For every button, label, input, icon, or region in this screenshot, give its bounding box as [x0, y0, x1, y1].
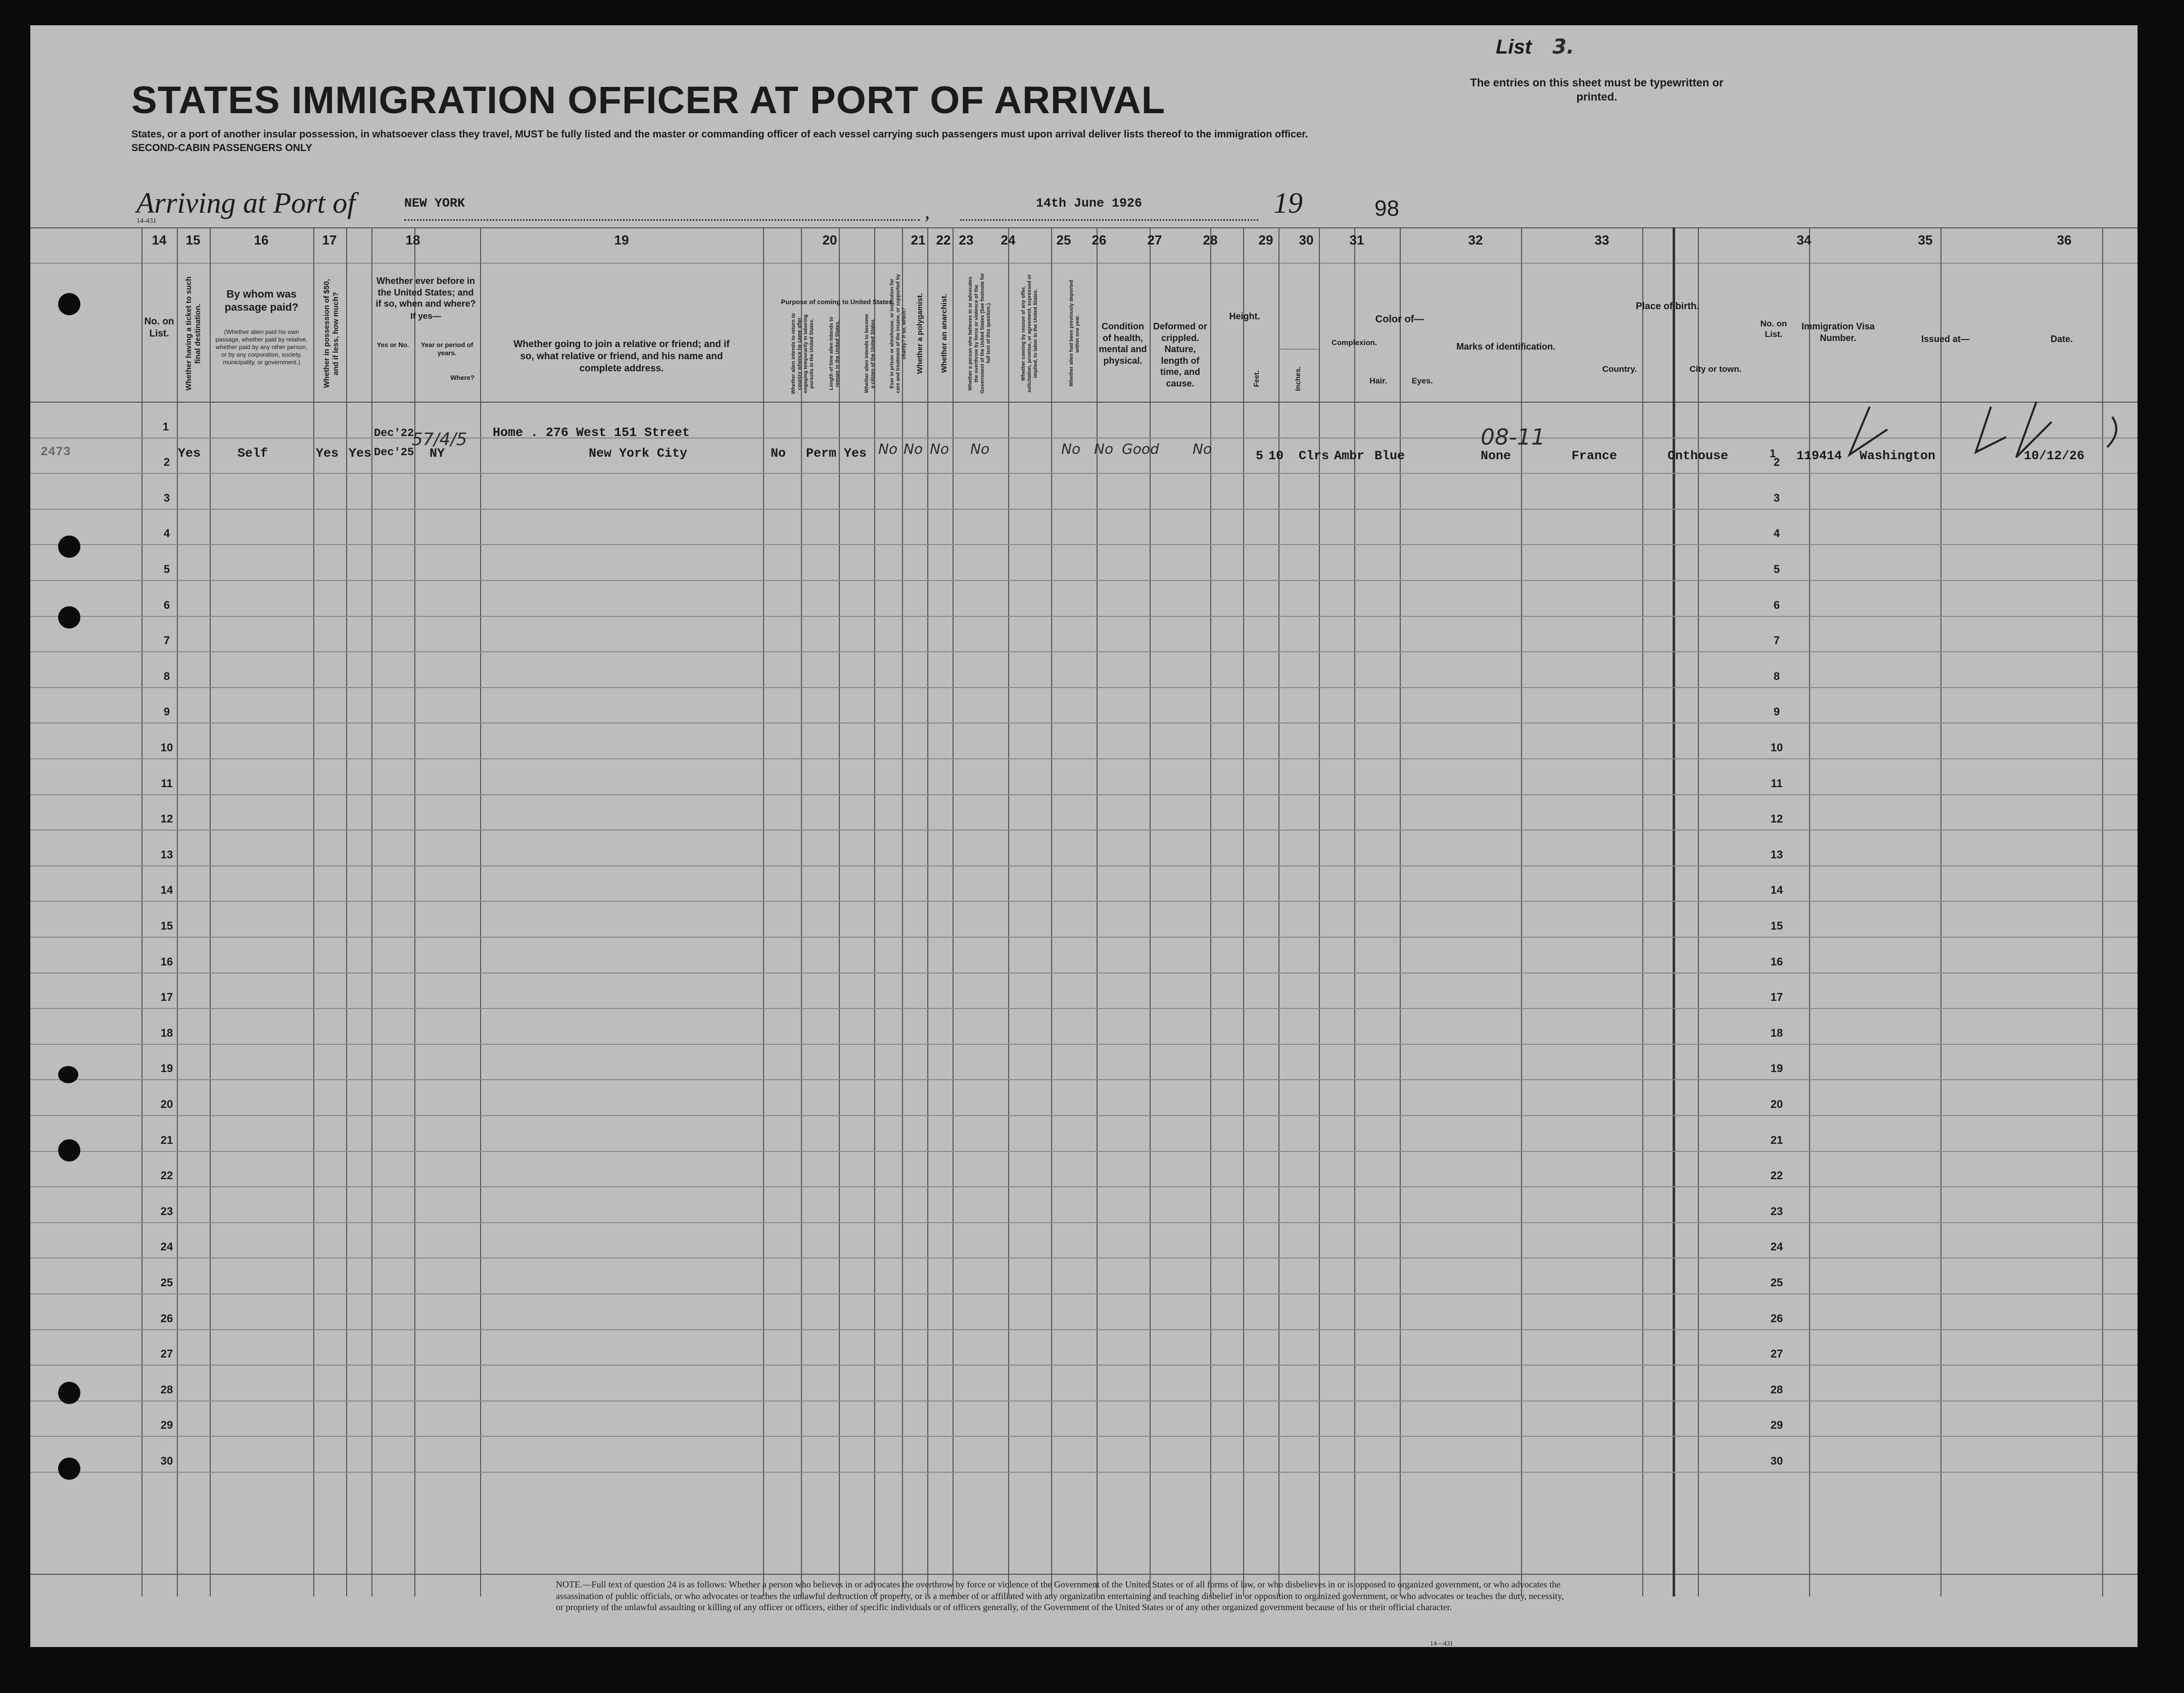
row-number-left: 11: [161, 777, 173, 790]
hdr-deformed: Deformed or crippled. Nature, length of time, and cause.: [1153, 321, 1207, 389]
col-num-21: 21: [911, 232, 926, 248]
entry-paid-by: Self: [238, 446, 268, 461]
row-number-left: 23: [160, 1204, 173, 1218]
entry-health: Good: [1122, 441, 1159, 457]
entry-complexion: Clrs: [1299, 449, 1330, 463]
hdr-no-on-list-right: No. on List.: [1760, 319, 1787, 340]
entry-city: Onthouse: [1668, 449, 1729, 463]
entry-deported: No: [1094, 441, 1114, 457]
col-rule: [371, 227, 372, 1597]
col-num-30: 30: [1299, 232, 1314, 248]
col-rule: [480, 227, 481, 1597]
punch-hole: [58, 1458, 80, 1480]
row-rule: [30, 1436, 2138, 1437]
row-number-left: 18: [160, 1026, 173, 1039]
row-number-left: 3: [163, 491, 170, 504]
row-rule: [30, 901, 2138, 902]
row-rule: [30, 580, 2138, 581]
arriving-label: Arriving at Port of: [136, 186, 356, 219]
row-number-left: 16: [160, 955, 173, 968]
entry-citizen: Yes: [844, 446, 867, 461]
hdr-passage-paid: By whom was passage paid?: [224, 288, 299, 314]
row-number-right: 26: [1770, 1312, 1783, 1325]
row-rule: [30, 1186, 2138, 1187]
row-rule: [30, 722, 2138, 723]
punch-hole: [58, 536, 80, 558]
row-number-left: 2: [163, 456, 170, 469]
row-rule: [30, 937, 2138, 938]
row-number-right: 6: [1773, 598, 1780, 611]
hdr-visa-number: Immigration Visa Number.: [1801, 321, 1875, 343]
punch-hole: [58, 1066, 78, 1083]
row-number-left: 28: [160, 1383, 173, 1396]
entry-feet: 5: [1256, 449, 1264, 463]
col-rule: [1150, 227, 1151, 1597]
hdr-yes-no: Yes or No.: [376, 341, 409, 349]
stamp-number: 98: [1374, 196, 1399, 221]
row-rule: [30, 509, 2138, 510]
row-number-right: 16: [1770, 955, 1783, 968]
row-rule: [30, 1293, 2138, 1294]
row-number-right: 18: [1770, 1026, 1783, 1039]
form-code: 14-431: [136, 217, 157, 225]
col-num-29: 29: [1258, 232, 1273, 248]
row-number-left: 9: [163, 705, 170, 718]
col-num-31: 31: [1349, 232, 1364, 248]
col-num-32: 32: [1468, 232, 1483, 248]
entry-date: 10/12/26: [2024, 449, 2085, 463]
col-rule: [902, 227, 903, 1597]
hdr-country: Country.: [1602, 364, 1637, 374]
row-number-left: 27: [160, 1347, 173, 1361]
row-number-right: 12: [1770, 812, 1783, 826]
row-number-left: 14: [160, 884, 173, 897]
col-rule: [313, 227, 314, 1597]
entry-year-a: Dec'22: [374, 427, 414, 440]
col-rule: [1097, 227, 1098, 1597]
row-number-right: 3: [1773, 491, 1780, 504]
col-rule: [763, 227, 764, 1597]
row-number-right: 5: [1773, 563, 1780, 575]
list-number: 3.: [1552, 35, 1575, 59]
entry-list-no: 1: [1770, 447, 1776, 460]
col-rule: [1354, 227, 1355, 1597]
row-rule: [30, 758, 2138, 759]
hdr-polygamist: Whether a polygamist.: [916, 293, 924, 374]
hdr-no-on-list: No. on List.: [144, 316, 174, 339]
punch-hole: [58, 1139, 80, 1162]
row-number-right: 30: [1770, 1455, 1783, 1467]
col-rule: [927, 227, 928, 1597]
col-rule: [839, 227, 840, 1597]
row-rule: [30, 651, 2138, 652]
entry-country: France: [1572, 449, 1618, 463]
row-number-left: 5: [163, 563, 170, 575]
hdr-before-in-us: Whether ever before in the United States; and if so, when and where?: [375, 276, 476, 309]
entry-prison: No: [878, 441, 898, 457]
entry-anarchist: No: [930, 441, 949, 457]
col-rule: [874, 227, 875, 1597]
row-number-left: 25: [160, 1276, 173, 1289]
col-num-26: 26: [1091, 232, 1107, 248]
page-title: STATES IMMIGRATION OFFICER AT PORT OF ARRIVAL: [131, 79, 1166, 122]
hdr-purpose-return: Whether alien intends to return to country whence he came after engaging temporarily in laboring pursuits in the United States.: [791, 313, 815, 394]
row-number-right: 27: [1770, 1347, 1783, 1361]
entry-length: Perm: [806, 446, 837, 461]
row-rule: [30, 830, 2138, 831]
row-number-right: 20: [1770, 1098, 1783, 1110]
hdr-join-relative: Whether going to join a relative or friend; and if so, what relative or friend, and his name and complete address.: [513, 339, 730, 374]
col-rule: [1278, 227, 1279, 1597]
col-num-34: 34: [1796, 232, 1812, 248]
hdr-prison: Ever in prison or almshouse, or institution for care and treatment of the insane, or supported by charity? If so, which?: [889, 274, 907, 393]
typewritten-instruction: The entries on this sheet must be typewritten or printed.: [1470, 76, 1724, 103]
hdr-year-period: Year or period of years.: [420, 341, 473, 357]
class-label: SECOND-CABIN PASSENGERS ONLY: [131, 142, 312, 154]
hdr-date: Date.: [2050, 334, 2073, 344]
hdr-marks: Marks of identification.: [1456, 342, 1556, 352]
punch-hole: [58, 293, 80, 315]
year-prefix: 19: [1273, 186, 1303, 219]
col-rule: [1319, 227, 1320, 1597]
row-number-right: 14: [1770, 884, 1783, 897]
entry-where: NY: [430, 446, 445, 461]
row-rule: [30, 1008, 2138, 1009]
list-label-text: List: [1496, 36, 1532, 58]
comma-mark: ,: [925, 200, 930, 223]
entry-join-city: New York City: [589, 446, 688, 461]
row-number-left: 12: [160, 812, 173, 826]
row-number-right: 24: [1770, 1240, 1783, 1253]
row-rule: [30, 865, 2138, 866]
entry-before: Yes: [349, 446, 372, 461]
arrival-port: NEW YORK: [404, 196, 465, 211]
col-num-16: 16: [254, 232, 269, 248]
row-number-right: 25: [1770, 1276, 1783, 1289]
row-rule: [30, 438, 2138, 439]
col-num-28: 28: [1203, 232, 1218, 248]
row-rule: [30, 794, 2138, 795]
col-rule: [953, 227, 954, 1597]
row-number-left: 10: [160, 741, 173, 754]
row-rule: [30, 973, 2138, 974]
entry-fifty: Yes: [316, 446, 339, 461]
row-number-right: 21: [1770, 1133, 1783, 1146]
col-rule: [1051, 227, 1052, 1597]
height-sub-rule: [1278, 349, 1319, 350]
footer-code: 14—431: [1430, 1639, 1453, 1647]
row-number-right: 22: [1770, 1169, 1783, 1182]
col-num-19: 19: [614, 232, 629, 248]
hdr-eyes: Eyes.: [1411, 377, 1433, 385]
col-rule: [1008, 227, 1009, 1597]
row-number-left: 30: [160, 1455, 173, 1467]
row-number-left: 13: [160, 848, 173, 861]
row-number-right: 29: [1770, 1419, 1783, 1432]
row-number-right: 15: [1770, 920, 1783, 932]
entry-marks: None: [1481, 449, 1511, 463]
col-rule: [1243, 227, 1244, 1597]
col-num-18: 18: [405, 232, 420, 248]
entry-inches: 10: [1268, 449, 1284, 463]
handwritten-checkmarks: [1839, 392, 2138, 467]
row-rule: [30, 1257, 2138, 1259]
row-rule: [30, 616, 2138, 617]
col-rule: [141, 227, 143, 1597]
entry-issued: Washington: [1860, 449, 1936, 463]
hdr-fifty-dollars: Whether in possession of $50, and if less, how much?: [322, 279, 340, 388]
row-rule: [30, 687, 2138, 688]
row-number-right: 9: [1773, 705, 1780, 718]
hdr-overthrow: Whether a person who believes in or advocates the overthrow by force or violence of the Government of the United States (See footnote for full text of this question.): [968, 273, 991, 394]
row-number-right: 28: [1770, 1383, 1783, 1396]
row-rule: [30, 1151, 2138, 1152]
hdr-purpose: Purpose of coming to United States.: [781, 298, 894, 306]
col-rule: [346, 227, 347, 1597]
date-dotted-line: [960, 219, 1258, 221]
hdr-purpose-citizen: Whether alien intends to become a citizen of the United States.: [864, 314, 876, 394]
row-number-right: 13: [1770, 848, 1783, 861]
col-rule: [1698, 227, 1699, 1597]
col-num-25: 25: [1056, 232, 1071, 248]
punch-hole: [58, 606, 80, 628]
row-number-left: 20: [160, 1098, 173, 1110]
hdr-labor-offer: Whether coming by reason of any offer, solicitation, promise, or agreement, expressed or implied, to labor in the United States.: [1021, 274, 1038, 393]
row-number-left: 17: [160, 991, 173, 1004]
entry-year-b: Dec'25: [374, 446, 414, 459]
entry-join: Home . 276 West 151 Street: [493, 425, 690, 440]
entry-deformed: No: [1193, 441, 1212, 457]
entry-marks-handwritten: 08-11: [1481, 424, 1545, 450]
col-num-17: 17: [322, 232, 337, 248]
entry-overthrow: No: [970, 441, 990, 457]
row-number-left: 24: [160, 1240, 173, 1253]
row-number-left: 26: [160, 1312, 173, 1325]
row-number-left: 21: [160, 1133, 173, 1146]
row-number-right: 11: [1771, 777, 1783, 790]
row-rule: [30, 473, 2138, 474]
col-num-20: 20: [822, 232, 837, 248]
entry-labor: No: [1061, 441, 1081, 457]
row-rule: [30, 1329, 2138, 1330]
entry-hair: Ambr: [1334, 449, 1365, 463]
entry-ticket: Yes: [178, 446, 201, 461]
col-num-36: 36: [2057, 232, 2072, 248]
row-rule: [30, 1044, 2138, 1045]
row-number-right: 4: [1773, 527, 1780, 540]
hdr-if-yes: If yes—: [410, 311, 441, 321]
col-rule: [177, 227, 178, 1597]
col-num-15: 15: [185, 232, 201, 248]
row-number-left: 29: [160, 1419, 173, 1432]
hdr-inches: Inches.: [1294, 366, 1302, 392]
hdr-where: Where?: [450, 374, 474, 381]
row-number-right: 10: [1770, 741, 1783, 754]
list-label: [1496, 35, 1574, 59]
row-rule: [30, 544, 2138, 545]
col-num-24: 24: [1001, 232, 1016, 248]
hdr-city: City or town.: [1689, 364, 1742, 374]
col-rule-thick: [1673, 227, 1675, 1597]
row-number-right: 8: [1773, 669, 1780, 683]
col-num-22: 22: [936, 232, 951, 248]
row-number-left: 6: [163, 598, 170, 611]
hdr-color-of: Color of—: [1375, 314, 1425, 325]
punch-hole: [58, 1382, 80, 1404]
col-num-33: 33: [1594, 232, 1609, 248]
row-number-right: 23: [1770, 1204, 1783, 1218]
row-rule: [30, 1400, 2138, 1401]
footnote: NOTE.—Full text of question 24 is as follows: Whether a person who believes in or advocates the overthrow by force or violence of the Government of the United States or of all forms of law, or who disbelieves in or is opposed to organized government, or who advocates the assassination of public officials, or who advocates or teaches the unlawful destruction of property, or is a member of or affiliated with any organization entertaining and teaching disbelief in or opposition to organized government, or who advocates or teaches the duty, necessity, or propriety of the unlawful assaulting or killing of any officer or officers, either of specific individuals or of officers generally, of the Government of the United States or of any other organized government because of his or their official character.: [556, 1579, 1564, 1612]
row-number-left: 7: [163, 634, 170, 647]
col-num-35: 35: [1918, 232, 1933, 248]
col-num-23: 23: [959, 232, 974, 248]
col-rule: [1400, 227, 1401, 1597]
entry-return: No: [771, 446, 786, 461]
row-rule: [30, 1079, 2138, 1080]
row-number-right: 19: [1770, 1062, 1783, 1075]
arrival-date: 14th June 1926: [1036, 196, 1143, 211]
entry-polygamist: No: [904, 441, 923, 457]
row-rule: [30, 1115, 2138, 1116]
hdr-passage-paid-sub: (Whether alien paid his own passage, whether paid by relative, whether paid by any other person, or by any corporation, society, municipality, or government.): [215, 328, 308, 366]
hdr-health: Condition of health, mental and physical.: [1099, 321, 1147, 366]
margin-stamp: 2473: [40, 445, 71, 459]
hdr-ticket: Whether having a ticket to such final destination.: [184, 276, 202, 391]
row-rule: [30, 1222, 2138, 1223]
hdr-issued-at: Issued at—: [1921, 334, 1970, 344]
col-rule: [210, 227, 211, 1597]
row-number-left: 4: [163, 527, 170, 540]
col-rule: [1210, 227, 1211, 1597]
hdr-height: Height.: [1229, 311, 1260, 321]
col-num-14: 14: [152, 232, 167, 248]
hdr-place-of-birth: Place of birth.: [1636, 301, 1699, 312]
entry-eyes: Blue: [1374, 449, 1405, 463]
hdr-complexion: Complexion.: [1332, 338, 1378, 347]
row-number-left: 19: [160, 1062, 173, 1075]
col-num-27: 27: [1147, 232, 1162, 248]
row-number-left: 8: [163, 669, 170, 683]
row-number-left: 1: [162, 420, 169, 433]
row-rule: [30, 1472, 2138, 1473]
port-dotted-line: [404, 219, 920, 221]
row-rule: [30, 1365, 2138, 1366]
col-rule: [801, 227, 802, 1597]
col-rule: [1809, 227, 1810, 1597]
row-number-left: 15: [160, 920, 173, 932]
col-rule: [1642, 227, 1643, 1597]
row-number-right: 17: [1770, 991, 1783, 1004]
hdr-deported: Whether alien had been previously deported within one year.: [1069, 280, 1080, 387]
hdr-feet: Feet.: [1252, 370, 1260, 388]
entry-handwritten-18: 57/4/5: [412, 429, 467, 450]
hdr-purpose-length: Length of time alien intends to remain in the United States.: [829, 317, 840, 391]
hdr-hair: Hair.: [1369, 377, 1387, 385]
row-number-left: 22: [160, 1169, 173, 1182]
hdr-anarchist: Whether an anarchist.: [940, 294, 948, 373]
row-number-right: 7: [1773, 634, 1780, 647]
manifest-sheet: [30, 25, 2138, 1647]
row-number-right: 2: [1773, 456, 1780, 469]
subtitle: States, or a port of another insular possession, in whatsoever class they travel, MUST be fully listed and the master or commanding officer of each vessel carrying such passengers must upon arrival deliver lists thereof to the immigration officer.: [131, 129, 1308, 140]
entry-visa: 119414: [1796, 449, 1842, 463]
